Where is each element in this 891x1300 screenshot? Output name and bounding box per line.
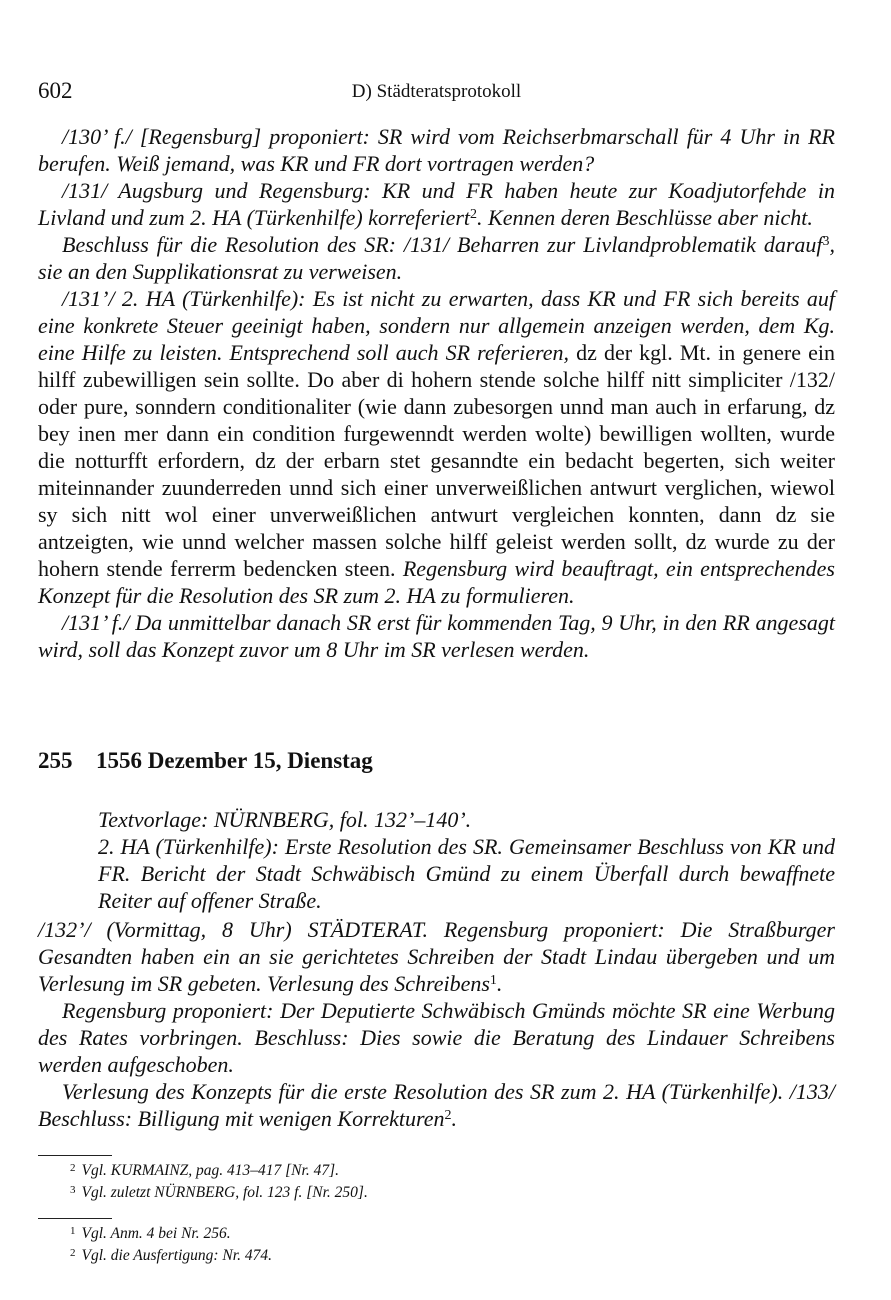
main-text-block xyxy=(38,916,835,1132)
footnote-mark: 1 xyxy=(70,1225,76,1237)
footnote-text: Vgl. die Ausfertigung: Nr. 474. xyxy=(81,1247,272,1264)
paragraph xyxy=(38,285,835,609)
footnote-ref[interactable]: 2 xyxy=(470,207,478,222)
footnote xyxy=(70,1245,272,1267)
paragraph xyxy=(38,916,835,997)
footnote xyxy=(70,1223,231,1245)
text: . xyxy=(451,1106,458,1131)
text: . Kennen deren Beschlüsse aber nicht. xyxy=(477,205,813,230)
top-text-block xyxy=(38,123,835,663)
text: /132’/ (Vormittag, 8 Uhr) STÄDTERAT. Regensburg proponiert: Die Straßburger Gesandten haben ein an sie gerichtetes Schreiben der Stadt Lindau übergeben und um Verlesung im SR gebeten. Verlesung des Schreibens xyxy=(38,917,835,996)
page-number: 602 xyxy=(38,78,73,103)
footnote-mark: 2 xyxy=(70,1247,76,1259)
section-heading xyxy=(38,748,373,774)
footnote-ref[interactable]: 2 xyxy=(444,1108,452,1123)
paragraph xyxy=(38,1078,835,1132)
footnote-mark: 2 xyxy=(70,1162,76,1174)
text: Verlesung des Konzepts für die erste Resolution des SR zum 2. HA (Türkenhilfe). /133/ Beschluss: Billigung mit wenigen Korrekturen xyxy=(38,1079,835,1131)
text: /130’ f./ [Regensburg] proponiert: SR wird vom Reichserbmarschall für 4 Uhr in RR berufen. Weiß jemand, was KR und FR dort vortragen werden? xyxy=(38,124,835,176)
footnote-text: Vgl. zuletzt NÜRNBERG, fol. 123 f. [Nr. 250]. xyxy=(81,1184,368,1201)
page-header xyxy=(38,78,835,108)
quoted-source-text: dz der kgl. Mt. in genere ein hilff zubewilligen sein sollte. Do aber di hohern stende solche hilff nitt simpliciter /132/ oder pure, sonndern conditionaliter (wie dann zubesorgen unnd man auch in erfarung, dz bey inen mer dann ein condition furgewenndt werden wolte) bewilligen wollten, wurde die notturfft erfordern, dz der erbarn stet gesanndte ein bedacht begerten, sich weiter miteinnander zuunderreden unnd sich einer unverweißlichen antwurt verglichen, wiewol sy sich nitt wol einer unverweißlichen antwurt vergleichen konnten, dann dz sie antzeigten, wie unnd welcher massen solche hilff geleist werden sollt, dz wurde zu der hohern stende ferrerm bedencken steen. xyxy=(38,340,835,581)
text: . xyxy=(496,971,503,996)
section-title: 1556 Dezember 15, Dienstag xyxy=(96,748,373,773)
footnote-ref[interactable]: 1 xyxy=(489,973,497,988)
paragraph xyxy=(38,997,835,1078)
text: /131/ Augsburg und Regensburg: KR und FR haben heute zur Koadjutorfehde in Livland und zum 2. HA (Türkenhilfe) korreferiert xyxy=(38,178,835,230)
footnote-divider xyxy=(38,1155,112,1156)
text: Beschluss für die Resolution des SR: /131/ Beharren zur Livlandproblematik darauf xyxy=(62,232,823,257)
summary: 2. HA (Türkenhilfe): Erste Resolution des SR. Gemeinsamer Beschluss von KR und FR. Bericht der Stadt Schwäbisch Gmünd zu einem Überfall durch bewaffnete Reiter auf offener Straße. xyxy=(98,834,835,913)
footnote-text: Vgl. KURMAINZ, pag. 413–417 [Nr. 47]. xyxy=(81,1162,339,1179)
footnote-text: Vgl. Anm. 4 bei Nr. 256. xyxy=(81,1225,231,1242)
paragraph xyxy=(38,123,835,177)
footnote xyxy=(70,1182,368,1204)
text: Regensburg wird beauftragt, ein entsprechendes Konzept für die Resolution des SR zum 2. HA zu formulieren. xyxy=(38,556,835,608)
paragraph xyxy=(38,177,835,231)
regest-block xyxy=(98,806,835,914)
footnote-mark: 3 xyxy=(70,1184,76,1196)
footnote-divider xyxy=(38,1218,112,1219)
text: Regensburg proponiert: Der Deputierte Schwäbisch Gmünds möchte SR eine Werbung des Rates vorbringen. Beschluss: Dies sowie die Beratung des Lindauer Schreibens werden aufgeschoben. xyxy=(38,998,835,1077)
paragraph xyxy=(38,231,835,285)
text: /131’ f./ Da unmittelbar danach SR erst für kommenden Tag, 9 Uhr, in den RR angesagt wird, soll das Konzept zuvor um 8 Uhr im SR verlesen werden. xyxy=(38,610,835,662)
section-number: 255 xyxy=(38,748,73,773)
running-title: D) Städteratsprotokoll xyxy=(351,81,522,102)
text: , sie an den Supplikationsrat zu verweisen. xyxy=(38,232,835,284)
text: /131’/ 2. HA (Türkenhilfe): Es ist nicht zu erwarten, dass KR und FR sich bereits auf eine konkrete Steuer geeinigt haben, sondern nur allgemein anzeigen werden, dem Kg. eine Hilfe zu leisten. Entsprechend soll auch SR referieren, xyxy=(38,286,835,365)
paragraph xyxy=(38,609,835,663)
footnote xyxy=(70,1160,339,1182)
footnote-ref[interactable]: 3 xyxy=(822,234,830,249)
source-note: Textvorlage: NÜRNBERG, fol. 132’–140’. xyxy=(98,807,472,832)
